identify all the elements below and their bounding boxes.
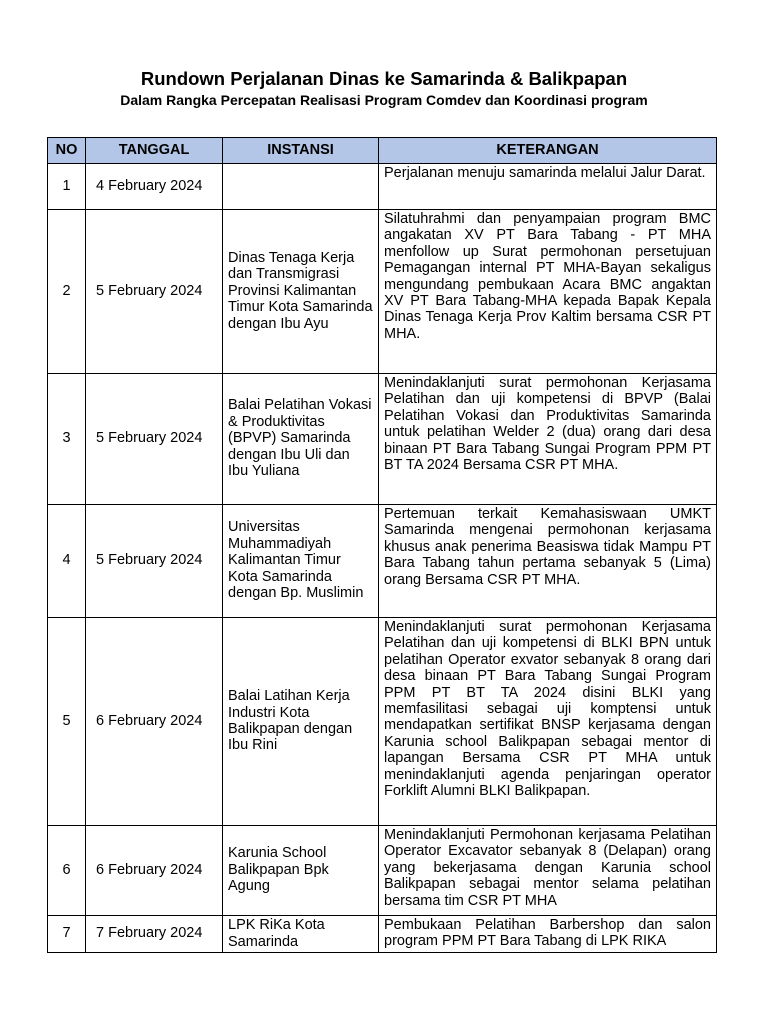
row-keterangan: Menindaklanjuti surat permohonan Kerjasama Pelatihan dan uji kompetensi di BLKI BPN untuk pelatihan Operator exvator sebanyak 8 orang dari desa binaan PT Bara Tabang Sungai Program PPM PT BT TA 2024 disini BLKI yang memfasilitasi sebagai uji komptensi untuk mendapatkan sertifikat BNSP kerjasama dengan Karunia school Balikpapan sebagai mentor di lapangan Bersama CSR PT MHA untuk menindaklanjuti agenda penjaringan operator Forklift Alumni BLKI Balikpapan. xyxy=(379,618,717,826)
row-keterangan: Menindaklanjuti Permohonan kerjasama Pelatihan Operator Excavator sebanyak 8 (Delapan) orang yang bekerjasama dengan Karunia school Balikpapan sebagai mentor selama pelatihan bersama tim CSR PT MHA xyxy=(379,826,717,916)
row-tanggal: 6 February 2024 xyxy=(86,618,223,826)
row-keterangan: Perjalanan menuju samarinda melalui Jalur Darat. xyxy=(379,164,717,210)
header-instansi: INSTANSI xyxy=(223,138,379,164)
row-no: 7 xyxy=(48,916,86,953)
row-no: 5 xyxy=(48,618,86,826)
row-no: 2 xyxy=(48,210,86,374)
document-title: Rundown Perjalanan Dinas ke Samarinda & Balikpapan xyxy=(140,68,628,89)
row-tanggal: 5 February 2024 xyxy=(86,505,223,618)
table-header-row xyxy=(48,138,717,164)
row-no: 6 xyxy=(48,826,86,916)
table-row xyxy=(48,505,717,618)
rundown-table xyxy=(47,137,717,953)
table-row xyxy=(48,618,717,826)
row-instansi: Balai Latihan Kerja Industri Kota Balikpapan dengan Ibu Rini xyxy=(223,618,379,826)
row-tanggal: 7 February 2024 xyxy=(86,916,223,953)
row-keterangan: Pertemuan terkait Kemahasiswaan UMKT Samarinda mengenai permohonan kerjasama khusus anak penerima Beasiswa tidak Mampu PT Bara Tabang tahun pertama sebanyak 5 (Lima) orang Bersama CSR PT MHA. xyxy=(379,505,717,618)
table-row xyxy=(48,210,717,374)
row-tanggal: 4 February 2024 xyxy=(86,164,223,210)
row-tanggal: 5 February 2024 xyxy=(86,210,223,374)
row-no: 4 xyxy=(48,505,86,618)
row-instansi: LPK RiKa Kota Samarinda xyxy=(223,916,379,953)
row-keterangan: Menindaklanjuti surat permohonan Kerjasama Pelatihan dan uji kompetensi di BPVP (Balai Pelatihan Vokasi dan Produktivitas Samarinda untuk pelatihan Welder 2 (dua) orang dari desa binaan PT Bara Tabang Sungai Program PPM PT BT TA 2024 Bersama CSR PT MHA. xyxy=(379,374,717,505)
table-row xyxy=(48,916,717,953)
row-keterangan: Pembukaan Pelatihan Barbershop dan salon program PPM PT Bara Tabang di LPK RIKA xyxy=(379,916,717,953)
row-instansi: Balai Pelatihan Vokasi & Produktivitas (BPVP) Samarinda dengan Ibu Uli dan Ibu Yuliana xyxy=(223,374,379,505)
header-tanggal: TANGGAL xyxy=(86,138,223,164)
header-keterangan: KETERANGAN xyxy=(379,138,717,164)
row-tanggal: 5 February 2024 xyxy=(86,374,223,505)
row-instansi xyxy=(223,164,379,210)
row-instansi: Universitas Muhammadiyah Kalimantan Timur Kota Samarinda dengan Bp. Muslimin xyxy=(223,505,379,618)
row-keterangan: Silatuhrahmi dan penyampaian program BMC angakatan XV PT Bara Tabang - PT MHA menfollow up Surat permohonan persetujuan Pemagangan internal PT MHA-Bayan sekaligus mengundang pembukaan Acara BMC angaktan XV PT Bara Tabang-MHA kepada Bapak Kepala Dinas Tenaga Kerja Prov Kaltim bersama CSR PT MHA. xyxy=(379,210,717,374)
row-tanggal: 6 February 2024 xyxy=(86,826,223,916)
table-row xyxy=(48,826,717,916)
table-row xyxy=(48,374,717,505)
row-no: 3 xyxy=(48,374,86,505)
header-no: NO xyxy=(48,138,86,164)
table-row xyxy=(48,164,717,210)
row-instansi: Karunia School Balikpapan Bpk Agung xyxy=(223,826,379,916)
document-subtitle: Dalam Rangka Percepatan Realisasi Program Comdev dan Koordinasi program xyxy=(120,92,648,108)
row-no: 1 xyxy=(48,164,86,210)
row-instansi: Dinas Tenaga Kerja dan Transmigrasi Provinsi Kalimantan Timur Kota Samarinda dengan Ibu Ayu xyxy=(223,210,379,374)
